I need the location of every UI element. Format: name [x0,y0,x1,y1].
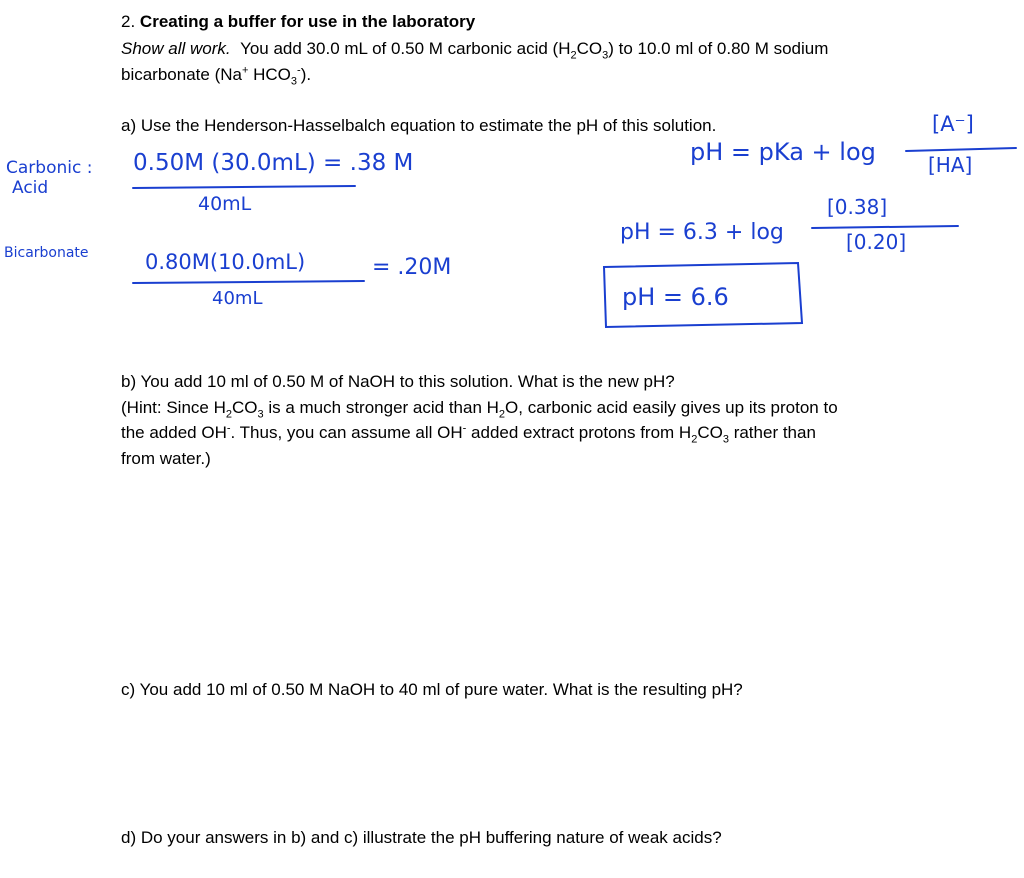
problem-prompt-line2: bicarbonate (Na+ $HCO_3^-$). [121,64,312,88]
bicarbonate-denominator: 40mL [212,288,263,309]
bicarbonate-label: Bicarbonate [4,245,89,261]
instruction-text: Show all work. [121,39,231,58]
hh-denominator: [HA] [928,153,973,177]
part-b-hint-line2: (Hint: Since $H_2CO_3$ is a much stronger acid than $H_2O$, carbonic acid easily gives up its proton to [121,398,838,421]
bicarbonate-fraction-bar [133,281,364,283]
part-a-question: a) Use the Henderson-Hasselbalch equation to estimate the pH of this solution. [121,116,717,135]
problem-title: Creating a buffer for use in the laboratory [139,12,476,31]
carbonic-numerator: 0.50M (30.0mL) = .38 M [133,150,414,176]
bicarbonate-numerator: 0.80M(10.0mL) [145,250,306,274]
part-b-hint-line4: from water.) [121,449,211,468]
carbonic-acid-label: Carbonic : Acid [6,158,93,198]
problem-number: 2. [121,12,136,31]
sub-numerator: [0.38] [827,195,888,219]
part-d-question: d) Do your answers in b) and c) illustrate the pH buffering nature of weak acids? [121,828,722,847]
hh-fraction-bar [906,148,1016,151]
part-b-question-line1: b) You add 10 ml of 0.50 M of NaOH to this solution. What is the new pH? [121,372,675,391]
hh-numerator: [A⁻] [932,112,974,136]
sub-denominator: [0.20] [846,230,907,254]
bicarbonate-result: = .20M [372,255,452,280]
ph-answer: pH = 6.6 [622,283,729,311]
henderson-hasselbalch-equation: pH = pKa + log [690,138,876,166]
problem-heading [121,9,475,34]
ph-substitution: pH = 6.3 + log [620,220,784,245]
sub-fraction-bar [812,226,958,228]
part-c-question: c) You add 10 ml of 0.50 M NaOH to 40 ml of pure water. What is the resulting pH? [121,680,743,699]
carbonic-fraction-bar [133,186,355,188]
problem-prompt-line1: Show all work. You add 30.0 mL of 0.50 M carbonic acid $(H_2CO_3)$ to 10.0 ml of 0.80 M sodium [121,39,829,62]
carbonic-denominator: 40mL [198,193,252,215]
part-b-hint-line3: the added OH-. Thus, you can assume all OH- added extract protons from $H_2CO_3$ rather than [121,422,816,446]
